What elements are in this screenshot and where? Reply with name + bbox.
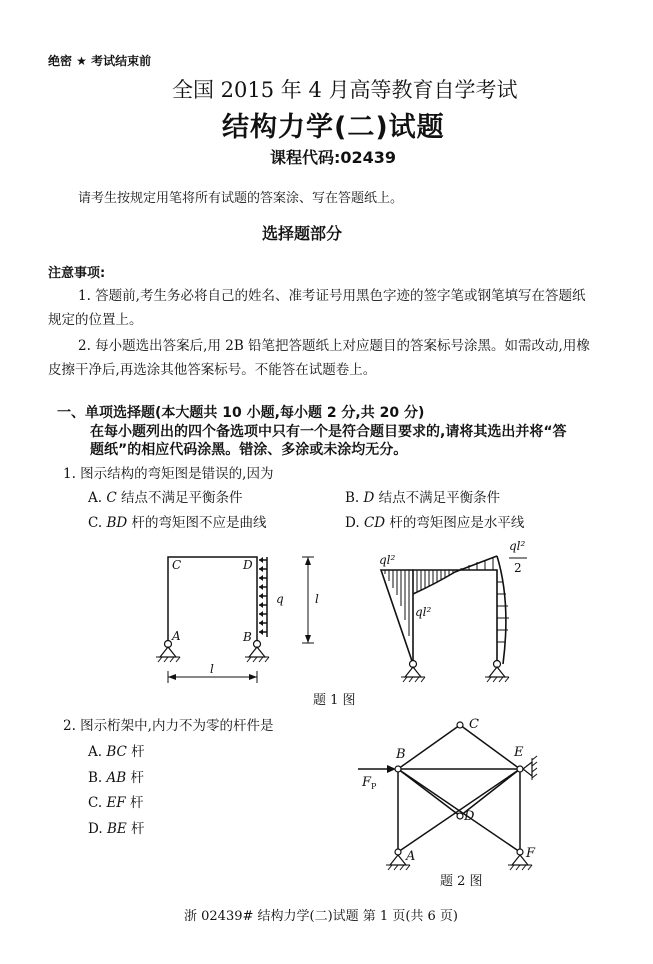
paper-title: 结构力学(二)试题: [222, 112, 445, 143]
q1-frame-figure: [150, 545, 330, 685]
q1-node-b-label: B: [243, 630, 252, 644]
q1-moment-beam-label: ql²: [415, 605, 432, 619]
q2-node-f-label: F: [526, 846, 536, 861]
q1-figure-caption: 题 1 图: [313, 693, 356, 708]
q1-dim-horizontal-label: l: [210, 662, 214, 676]
section-title: 选择题部分: [262, 224, 343, 243]
q2-node-c-label: C: [469, 717, 479, 732]
answer-instruction: 请考生按规定用笔将所有试题的答案涂、写在答题纸上。: [78, 191, 404, 206]
q1-option-a[interactable]: A. C 结点不满足平衡条件: [88, 490, 243, 506]
note-2-line-1: 2. 每小题选出答案后,用 2B 铅笔把答题纸上对应题目的答案标号涂黑。如需改动,用橡: [78, 338, 590, 354]
q1-option-b[interactable]: B. D 结点不满足平衡条件: [345, 490, 501, 506]
note-1-line-1: 1. 答题前,考生务必将自己的姓名、准考证号用黑色字迹的签字笔或钢笔填写在答题纸: [78, 288, 586, 304]
part1-desc-line-2: 题纸”的相应代码涂黑。错涂、多涂或未涂均无分。: [90, 442, 408, 458]
q1-option-c[interactable]: C. BD 杆的弯矩图不应是曲线: [88, 515, 267, 531]
q2-option-a[interactable]: A. BC 杆: [88, 744, 145, 760]
q1-moment-right-denominator: 2: [514, 561, 522, 575]
q1-moment-right-label: ql²: [509, 539, 526, 553]
q2-truss-figure: [350, 712, 550, 882]
q2-force-label: F: [362, 775, 372, 790]
q1-load-q-label: q: [276, 592, 284, 606]
q2-force-subscript: P: [371, 782, 377, 791]
note-2-line-2: 皮擦干净后,再选涂其他答案标号。不能答在试题卷上。: [48, 362, 377, 378]
q1-node-a-label: A: [172, 629, 181, 643]
q1-stem: 1. 图示结构的弯矩图是错误的,因为: [63, 466, 274, 482]
q1-moment-diagram: [375, 532, 545, 687]
exam-title: 全国 2015 年 4 月高等教育自学考试: [172, 78, 518, 102]
q2-node-e-label: E: [514, 745, 524, 760]
secrecy-label: 绝密 ★ 考试结束前: [48, 54, 152, 68]
page-footer: 浙 02439# 结构力学(二)试题 第 1 页(共 6 页): [184, 909, 459, 924]
q2-option-c[interactable]: C. EF 杆: [88, 795, 144, 811]
q1-moment-left-label: ql²: [379, 553, 396, 567]
q1-node-c-label: C: [172, 558, 182, 572]
q2-node-d-label: D: [464, 809, 475, 824]
q2-option-b[interactable]: B. AB 杆: [88, 770, 144, 786]
q1-node-d-label: D: [243, 558, 253, 572]
note-1-line-2: 规定的位置上。: [48, 312, 143, 328]
part1-desc-line-1: 在每小题列出的四个备选项中只有一个是符合题目要求的,请将其选出并将“答: [90, 424, 567, 440]
q2-node-a-label: A: [406, 849, 416, 864]
q2-option-d[interactable]: D. BE 杆: [88, 821, 145, 837]
q2-stem: 2. 图示桁架中,内力不为零的杆件是: [63, 718, 274, 734]
notes-heading: 注意事项:: [48, 266, 106, 281]
course-code: 课程代码:02439: [270, 148, 397, 167]
q1-option-d[interactable]: D. CD 杆的弯矩图应是水平线: [345, 515, 525, 531]
q1-dim-vertical-label: l: [315, 592, 319, 606]
part1-title: 一、单项选择题(本大题共 10 小题,每小题 2 分,共 20 分): [57, 405, 425, 421]
q2-node-b-label: B: [396, 747, 406, 762]
q2-figure-caption: 题 2 图: [440, 874, 483, 889]
